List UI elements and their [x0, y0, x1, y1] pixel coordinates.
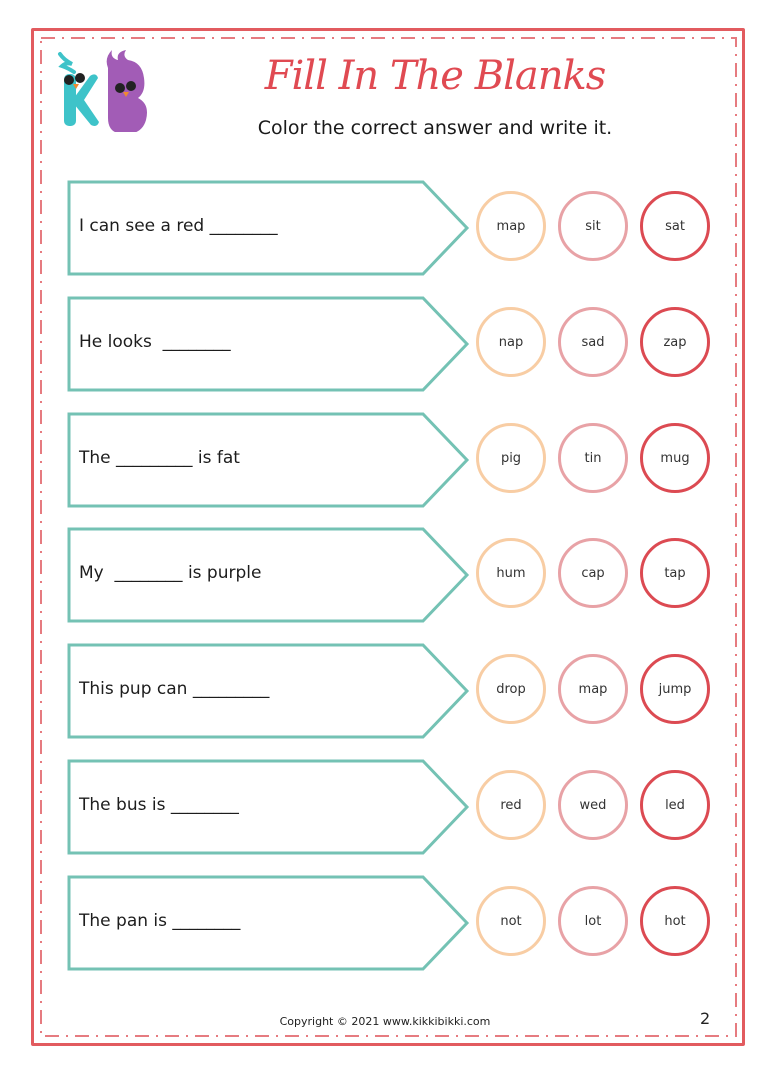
- sentence-arrow-box: [67, 412, 471, 508]
- answer-option[interactable]: zap: [640, 307, 710, 377]
- answer-option[interactable]: jump: [640, 654, 710, 724]
- page-title: Fill In The Blanks: [264, 53, 606, 99]
- answer-option[interactable]: hot: [640, 886, 710, 956]
- answer-option[interactable]: pig: [476, 423, 546, 493]
- page-number: 2: [700, 1009, 711, 1028]
- question-row: [0, 527, 768, 623]
- sentence-arrow-box: [67, 643, 471, 739]
- answer-option[interactable]: wed: [558, 770, 628, 840]
- answer-option[interactable]: mug: [640, 423, 710, 493]
- answer-option[interactable]: red: [476, 770, 546, 840]
- sentence-arrow-box: [67, 296, 471, 392]
- sentence-arrow-box: [67, 759, 471, 855]
- answer-option[interactable]: led: [640, 770, 710, 840]
- answer-option[interactable]: lot: [558, 886, 628, 956]
- question-row: [0, 875, 768, 971]
- answer-option[interactable]: map: [476, 191, 546, 261]
- answer-option[interactable]: drop: [476, 654, 546, 724]
- sentence-arrow-box: [67, 527, 471, 623]
- answer-option[interactable]: hum: [476, 538, 546, 608]
- logo-k-icon: [60, 54, 99, 126]
- question-row: [0, 180, 768, 276]
- answer-option[interactable]: cap: [558, 538, 628, 608]
- sentence-text: He looks ________: [79, 332, 231, 352]
- question-row: [0, 759, 768, 855]
- answer-option[interactable]: tin: [558, 423, 628, 493]
- sentence-text: The bus is ________: [79, 795, 239, 815]
- sentence-arrow-box: [67, 180, 471, 276]
- kb-logo: [52, 46, 152, 132]
- answer-option[interactable]: sit: [558, 191, 628, 261]
- sentence-text: This pup can _________: [79, 679, 270, 699]
- sentence-text: I can see a red ________: [79, 216, 278, 236]
- answer-option[interactable]: map: [558, 654, 628, 724]
- sentence-arrow-box: [67, 875, 471, 971]
- question-row: [0, 296, 768, 392]
- sentence-text: My ________ is purple: [79, 563, 262, 583]
- instruction-text: Color the correct answer and write it.: [257, 117, 613, 139]
- copyright-text: Copyright © 2021 www.kikkibikki.com: [279, 1015, 491, 1028]
- logo-b-icon: [107, 50, 147, 132]
- answer-option[interactable]: nap: [476, 307, 546, 377]
- answer-option[interactable]: tap: [640, 538, 710, 608]
- answer-option[interactable]: not: [476, 886, 546, 956]
- answer-option[interactable]: sad: [558, 307, 628, 377]
- question-row: [0, 643, 768, 739]
- sentence-text: The pan is ________: [79, 911, 241, 931]
- answer-option[interactable]: sat: [640, 191, 710, 261]
- sentence-text: The _________ is fat: [79, 448, 240, 468]
- question-row: [0, 412, 768, 508]
